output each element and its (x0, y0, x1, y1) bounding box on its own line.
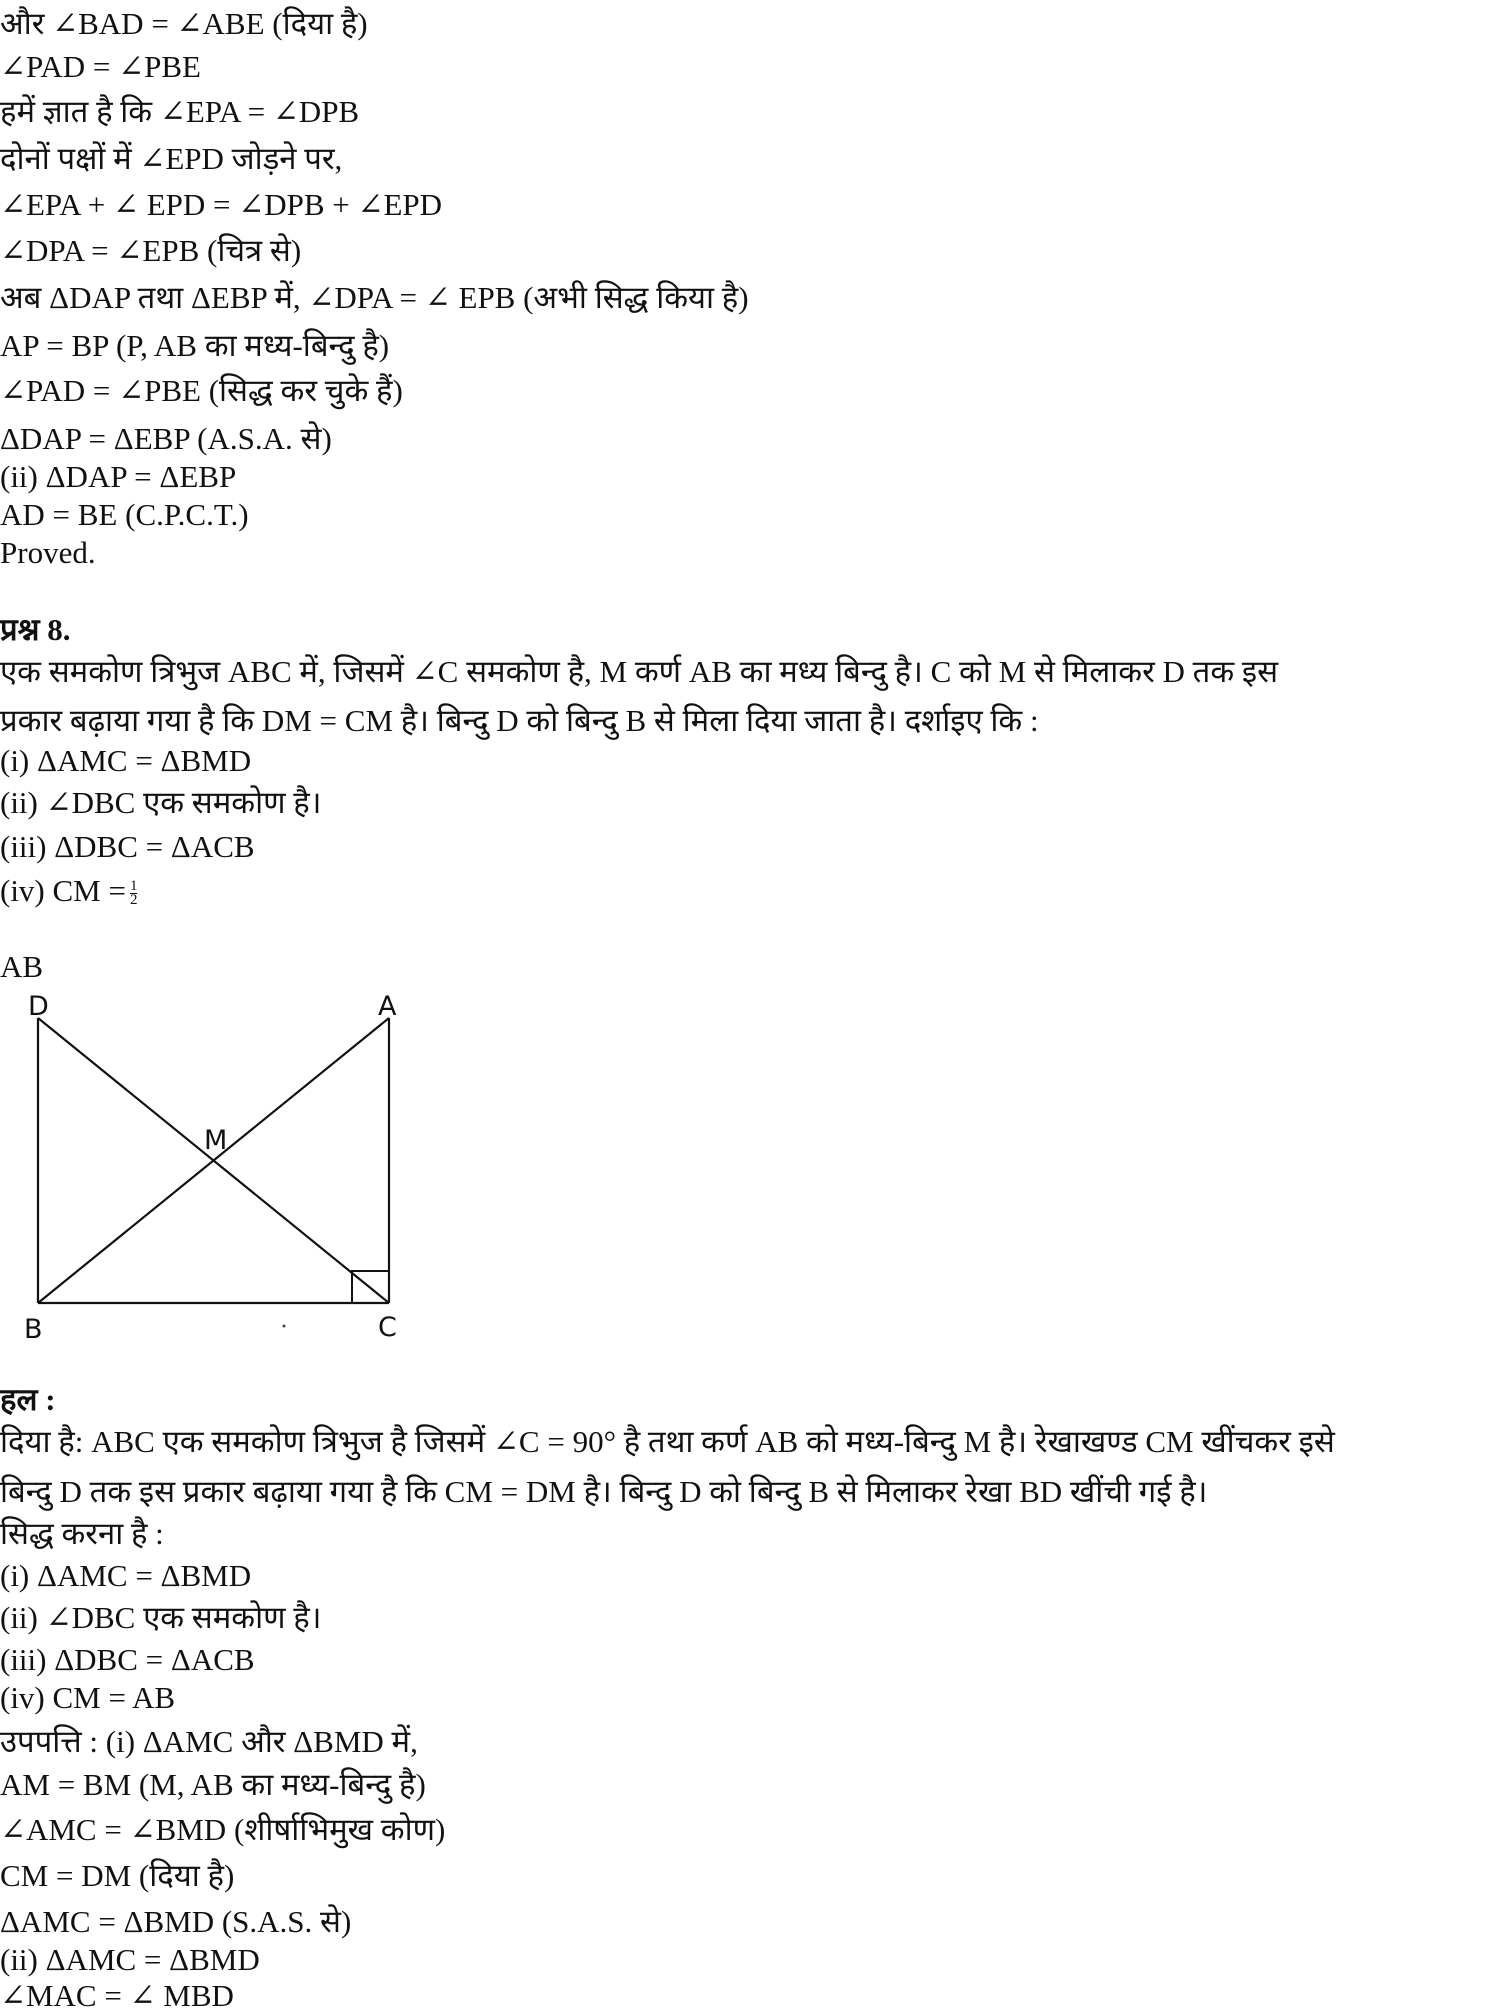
vertex-label-M: M (204, 1125, 228, 1156)
to-prove-heading: सिद्ध करना है : (0, 1516, 164, 1551)
fraction (130, 880, 138, 907)
text-line: ∠DPA = ∠EPB (चित्र से) (0, 233, 302, 268)
text-line: हमें ज्ञात है कि ∠EPA = ∠DPB (0, 94, 360, 129)
question-part: (ii) ∠DBC एक समकोण है। (0, 785, 322, 820)
question-text: प्रकार बढ़ाया गया है कि DM = CM है। बिन्दु D को बिन्दु B से मिला दिया जाता है। दर्शाइए कि : (0, 703, 1039, 738)
text-line: और ∠BAD = ∠ABE (दिया है) (0, 6, 368, 41)
proof-line: AM = BM (M, AB का मध्य-बिन्दु है) (0, 1767, 426, 1802)
text-line: ΔDAP = ΔEBP (A.S.A. से) (0, 421, 332, 456)
proof-line: ΔAMC = ΔBMD (S.A.S. से) (0, 1904, 352, 1939)
given-text: बिन्दु D तक इस प्रकार बढ़ाया गया है कि CM = DM है। बिन्दु D को बिन्दु B से मिलाकर रेखा BD खींची गई है। (0, 1474, 1208, 1509)
text-line: AP = BP (P, AB का मध्य-बिन्दु है) (0, 328, 390, 363)
fraction-numerator: 1 (129, 878, 138, 895)
question-trailing-text: AB (0, 949, 44, 984)
question-part: (iii) ΔDBC = ΔACB (0, 829, 255, 864)
proof-line: (ii) ΔAMC = ΔBMD (0, 1942, 260, 1977)
question-part-4 (0, 871, 137, 911)
proof-line: ∠MAC = ∠ MBD (0, 1978, 234, 2013)
solution-heading: हल : (0, 1382, 56, 1417)
vertex-label-D: D (28, 991, 49, 1022)
question-part-4-prefix: (iv) CM = (0, 873, 126, 908)
prove-item: (iv) CM = AB (0, 1680, 176, 1715)
question-text: एक समकोण त्रिभुज ABC में, जिसमें ∠C समकोण है, M कर्ण AB का मध्य बिन्दु है। C को M से मिलाकर D तक इस (0, 654, 1279, 689)
geometry-figure (14, 986, 414, 1346)
stray-dot (283, 1325, 286, 1328)
prove-item: (ii) ∠DBC एक समकोण है। (0, 1600, 322, 1635)
question-heading: प्रश्न 8. (0, 612, 71, 647)
prove-item: (iii) ΔDBC = ΔACB (0, 1642, 255, 1677)
question-part: (i) ΔAMC = ΔBMD (0, 743, 252, 778)
text-line: AD = BE (C.P.C.T.) (0, 497, 249, 532)
prove-item: (i) ΔAMC = ΔBMD (0, 1558, 252, 1593)
text-line: दोनों पक्षों में ∠EPD जोड़ने पर, (0, 141, 343, 176)
given-text: दिया है: ABC एक समकोण त्रिभुज है जिसमें ∠C = 90° है तथा कर्ण AB को मध्य-बिन्दु M है। रेखाखण्ड CM खींचकर इसे (0, 1424, 1335, 1459)
text-line: अब ΔDAP तथा ΔEBP में, ∠DPA = ∠ EPB (अभी सिद्ध किया है) (0, 280, 749, 315)
proof-line: ∠AMC = ∠BMD (शीर्षाभिमुख कोण) (0, 1812, 446, 1847)
proof-line: CM = DM (दिया है) (0, 1858, 235, 1893)
text-line: ∠PAD = ∠PBE (सिद्ध कर चुके हैं) (0, 373, 403, 408)
proof-line: उपपत्ति : (i) ΔAMC और ΔBMD में, (0, 1724, 418, 1759)
text-line: (ii) ΔDAP = ΔEBP (0, 459, 237, 494)
vertex-label-B: B (24, 1314, 43, 1345)
text-line: Proved. (0, 535, 96, 570)
text-line: ∠PAD = ∠PBE (0, 49, 201, 84)
vertex-label-A: A (378, 991, 397, 1022)
vertex-label-C: C (378, 1312, 397, 1343)
text-line: ∠EPA + ∠ EPD = ∠DPB + ∠EPD (0, 187, 443, 222)
fraction-denominator: 2 (129, 892, 138, 909)
